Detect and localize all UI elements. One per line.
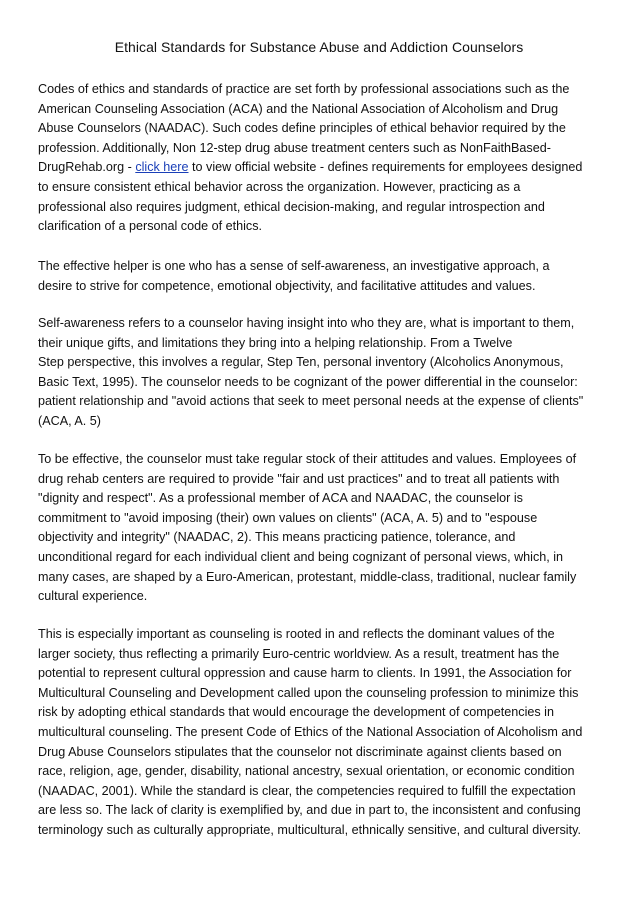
text-line: objectivity and integrity" (NAADAC, 2). This means practicing patience, tolerance, and [38, 530, 516, 545]
text-line: Multicultural Counseling and Development called upon the counseling profession to minimize this [38, 685, 579, 700]
text-line: many cases, are shaped by a Euro-American, protestant, middle-class, traditional, nuclear family [38, 569, 577, 584]
text-line: (NAADAC, 2001). While the standard is clear, the competencies required to fulfill the expectation [38, 783, 576, 798]
text-line: Self-awareness refers to a counselor having insight into who they are, what is important to them, [38, 316, 575, 330]
text-line: commitment to "avoid imposing (their) own values on clients" (ACA, A. 5) and to "espouse [38, 510, 538, 525]
text-line: drug rehab centers are required to provide "fair and ust practices" and to treat all patients with [38, 471, 560, 486]
text-line: profession. Additionally, Non 12-step drug abuse treatment centers such as NonFaithBased- [38, 140, 551, 155]
paragraph-self-awareness [38, 314, 600, 432]
text-line: desire to strive for competence, emotional objectivity, and facilitative attitudes and values. [38, 278, 536, 293]
text-line: to ensure consistent ethical behavior across the organization. However, practicing as a [38, 179, 521, 194]
text-line: Codes of ethics and standards of practice are set forth by professional associations such as the [38, 82, 570, 96]
text-line-with-link [38, 158, 600, 178]
text-line: Drug Abuse Counselors stipulates that the counselor not discriminate against clients based on [38, 744, 562, 759]
text-line: The effective helper is one who has a sense of self-awareness, an investigative approach, a [38, 259, 550, 273]
text-line: risk by adopting ethical standards that would encourage the development of competencies in [38, 705, 554, 720]
text-line: Abuse Counselors (NAADAC). Such codes define principles of ethical behavior required by the [38, 121, 566, 136]
link-line-suffix: to view official website - defines requirements for employees designed [188, 160, 583, 175]
document-title: Ethical Standards for Substance Abuse and Addiction Counselors [114, 39, 524, 55]
text-line: race, religion, age, gender, disability, national ancestry, sexual orientation, or economic condition [38, 764, 575, 779]
text-line: unconditional regard for each individual client and being cognizant of personal views, which, in [38, 549, 564, 564]
text-line: Step perspective, this involves a regular, Step Ten, personal inventory (Alcoholics Anonymous, [38, 355, 564, 370]
text-line: terminology such as culturally appropriate, multicultural, ethnically sensitive, and cultural diversity. [38, 822, 581, 837]
text-line: professional also requires judgment, ethical decision-making, and regular introspection and [38, 199, 545, 214]
text-line: multicultural counseling. The present Code of Ethics of the National Association of Alcoholism and [38, 724, 583, 739]
text-line: (ACA, A. 5) [38, 413, 101, 428]
paragraph-multicultural-counseling [38, 625, 600, 841]
text-line: American Counseling Association (ACA) and the National Association of Alcoholism and Drug [38, 101, 559, 116]
paragraph-codes-of-ethics [38, 80, 600, 237]
text-line: larger society, thus reflecting a primarily Euro-centric worldview. As a result, treatment has the [38, 646, 560, 661]
text-line: patient relationship and "avoid actions that seek to meet personal needs at the expense of clients" [38, 394, 584, 409]
text-line: clarification of a personal code of ethics. [38, 219, 263, 234]
paragraph-attitudes-and-values [38, 450, 600, 607]
text-line: "dignity and respect". As a professional member of ACA and NAADAC, the counselor is [38, 491, 523, 506]
text-line: are less so. The lack of clarity is exemplified by, and due in part to, the inconsistent and confusing [38, 803, 581, 818]
click-here-link[interactable]: click here [135, 160, 189, 175]
text-line: cultural experience. [38, 589, 148, 604]
text-line: potential to represent cultural oppression and cause harm to clients. In 1991, the Association for [38, 666, 572, 681]
text-line: Basic Text, 1995). The counselor needs to be cognizant of the power differential in the counselor: [38, 374, 578, 389]
text-line: their unique gifts, and limitations they bring into a helping relationship. From a Twelve [38, 335, 513, 350]
text-line: To be effective, the counselor must take regular stock of their attitudes and values. Employees of [38, 452, 577, 466]
link-line-prefix: DrugRehab.org - [38, 160, 136, 175]
paragraph-effective-helper [38, 257, 600, 296]
text-line: This is especially important as counseling is rooted in and reflects the dominant values of the [38, 627, 555, 641]
